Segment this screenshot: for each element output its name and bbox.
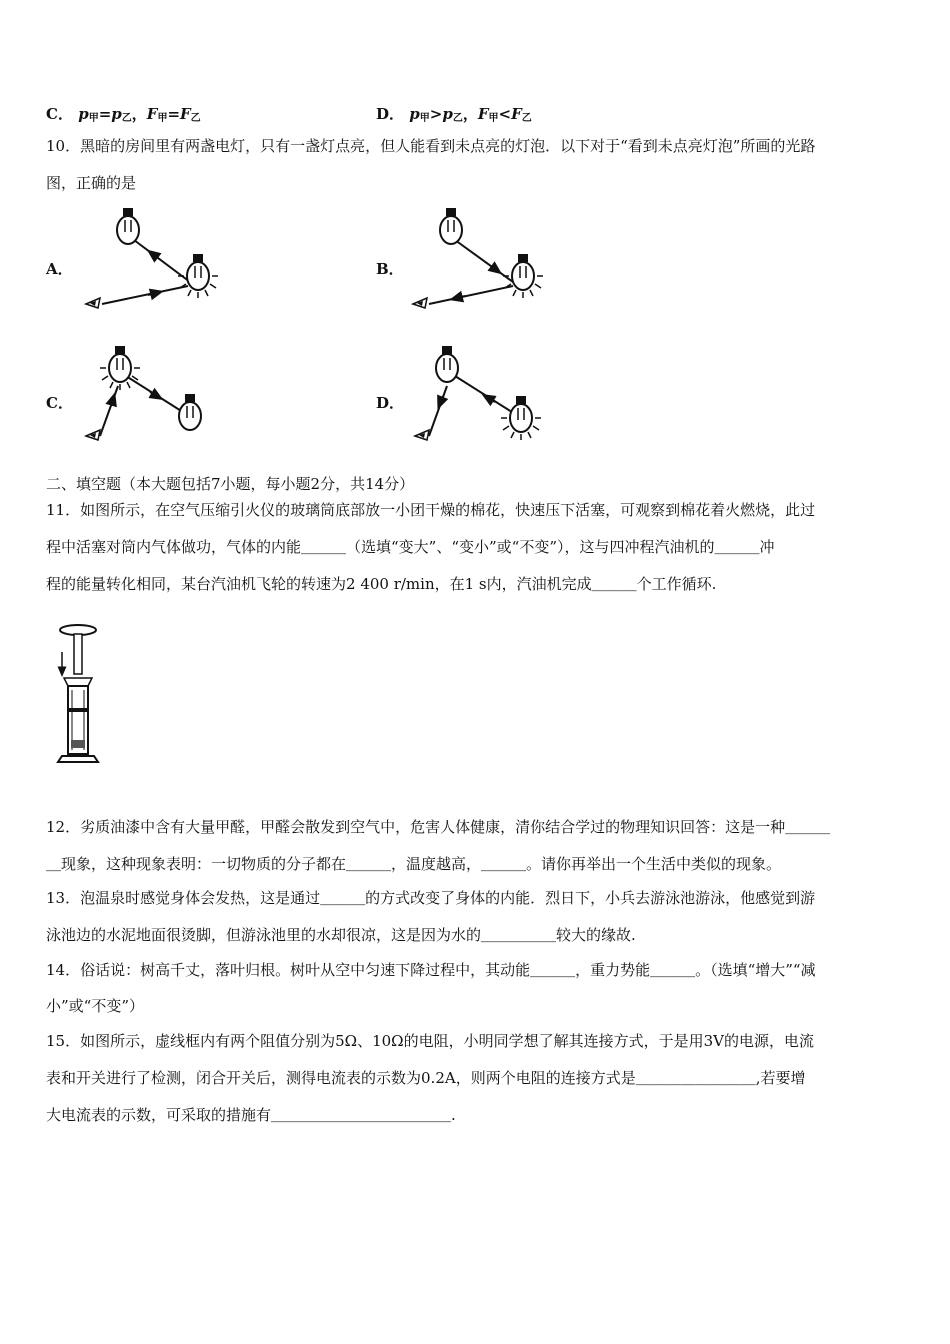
q13-text-line2: 泳池边的水泥地面很烫脚，但游泳池里的水却很凉，这是因为水的＿＿＿＿＿较大的缘故. — [46, 926, 636, 944]
q9-option-c: C． $p_甲=p_乙$，$F_甲=F_乙$ — [46, 105, 201, 124]
section-2-heading: 二、填空题（本大题包括7小题，每小题2分，共14分） — [46, 475, 415, 493]
figure-option-a — [78, 200, 238, 320]
figure-option-d — [405, 340, 575, 460]
q11-text-line2: 程中活塞对筒内气体做功，气体的内能＿＿＿（选填“变大”、“变小”或“不变”），这与四冲程汽油机的＿＿＿冲 — [46, 538, 775, 556]
q10-text-line1: 10．黑暗的房间里有两盏电灯，只有一盏灯点亮，但人能看到未点亮的灯泡．以下对于“看到未点亮灯泡”所画的光路 — [46, 137, 816, 155]
q10-option-d-label: D． — [376, 394, 405, 412]
q15-text-line1: 15．如图所示，虚线框内有两个阻值分别为5Ω、10Ω的电阻，小明同学想了解其连接方式，于是用3V的电源，电流 — [46, 1032, 814, 1050]
figure-option-b — [405, 200, 575, 320]
q11-text-line1: 11．如图所示，在空气压缩引火仪的玻璃筒底部放一小团干燥的棉花，快速压下活塞，可观察到棉花着火燃烧，此过 — [46, 501, 816, 519]
q12-text-line1: 12．劣质油漆中含有大量甲醛，甲醛会散发到空气中，危害人体健康，清你结合学过的物理知识回答：这是一种＿＿＿ — [46, 818, 831, 836]
q9-option-d: D． $p_甲>p_乙$，$F_甲<F_乙$ — [376, 105, 532, 124]
q10-option-c-label: C． — [46, 394, 73, 412]
q12-text-line2: ＿现象，这种现象表明：一切物质的分子都在＿＿＿，温度越高，＿＿＿。请你再举出一个生活中类似的现象。 — [46, 855, 782, 873]
q15-text-line2: 表和开关进行了检测，闭合开关后，测得电流表的示数为0.2A，则两个电阻的连接方式是＿＿＿＿＿＿＿＿,若要增 — [46, 1069, 806, 1087]
q15-text-line3: 大电流表的示数，可采取的措施有＿＿＿＿＿＿＿＿＿＿＿＿. — [46, 1106, 456, 1124]
q13-text-line1: 13．泡温泉时感觉身体会发热，这是通过＿＿＿的方式改变了身体的内能．烈日下，小兵去游泳池游泳，他感觉到游 — [46, 889, 816, 907]
figure-air-compression-igniter — [50, 622, 120, 772]
q10-option-a-label: A． — [46, 260, 73, 278]
q11-text-line3: 程的能量转化相同，某台汽油机飞轮的转速为2 400 r/min，在1 s内，汽油机完成＿＿＿个工作循环. — [46, 575, 717, 593]
ray-a2 — [102, 286, 188, 304]
q10-text-line2: 图，正确的是 — [46, 174, 137, 192]
q14-text-line2: 小”或“不变”） — [46, 997, 145, 1015]
q10-option-b-label: B． — [376, 260, 404, 278]
q14-text-line1: 14．俗话说：树高千丈，落叶归根。树叶从空中匀速下降过程中，其动能＿＿＿，重力势能＿＿＿。（选填“增大”“减 — [46, 961, 816, 979]
figure-option-c — [78, 340, 238, 460]
